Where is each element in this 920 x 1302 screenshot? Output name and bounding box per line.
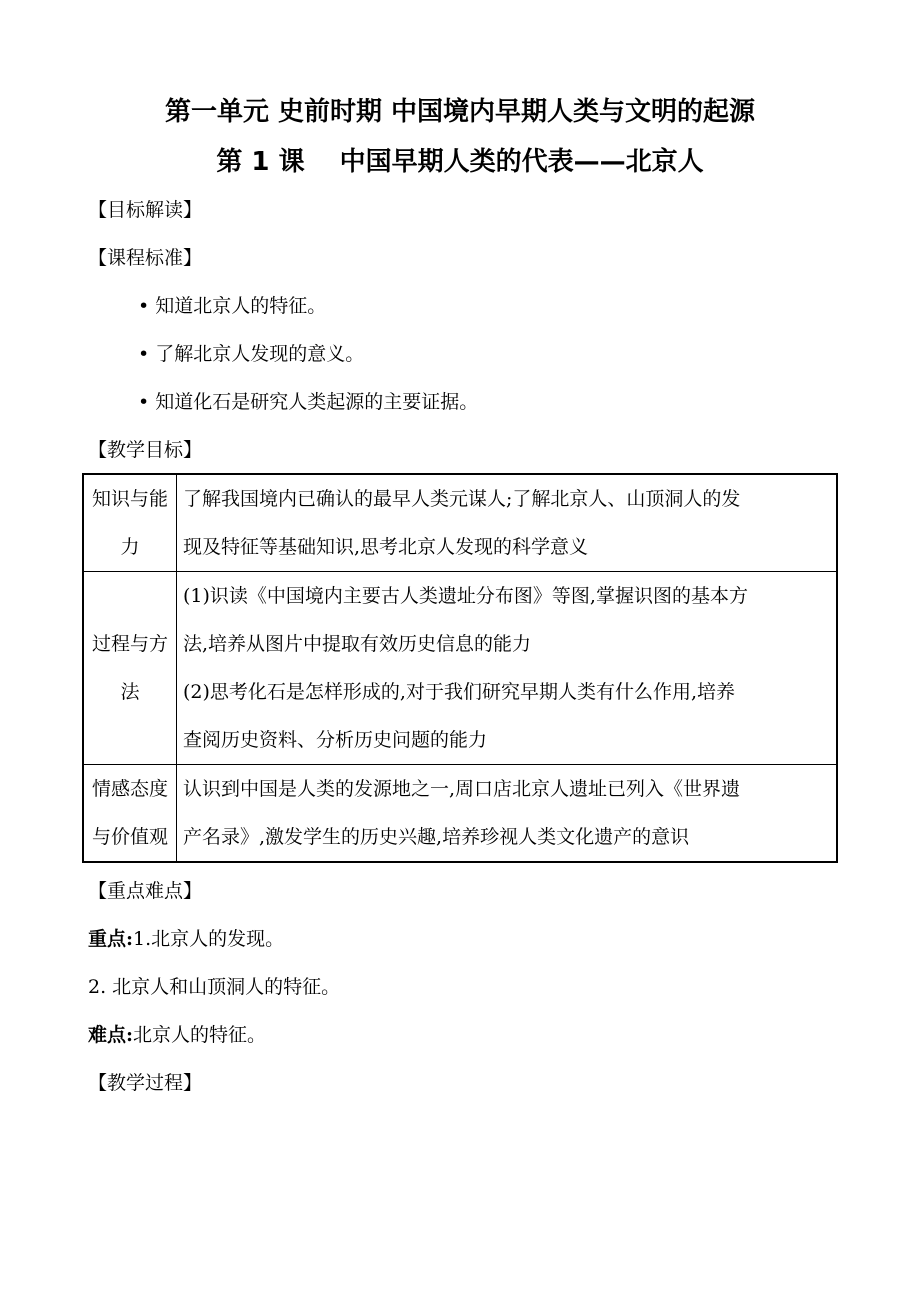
row-content: (1)识读《中国境内主要古人类遗址分布图》等图,掌握识图的基本方 法,培养从图片中提取有效历史信息的能力 (2)思考化石是怎样形成的,对于我们研究早期人类有什么作用,培养 查阅历史资料、分析历史问题的能力: [177, 572, 838, 765]
curriculum-item: • 了解北京人发现的意义。: [138, 343, 365, 365]
row-content: 了解我国境内已确认的最早人类元谋人;了解北京人、山顶洞人的发 现及特征等基础知识,思考北京人发现的科学意义: [177, 474, 838, 572]
row-header: 过程与方 法: [83, 572, 177, 765]
section-goal-read: 【目标解读】: [88, 199, 203, 221]
section-process: 【教学过程】: [88, 1072, 203, 1094]
table-row: [83, 572, 837, 765]
key-point-2: 2. 北京人和山顶洞人的特征。: [88, 976, 341, 998]
row-header: 知识与能 力: [83, 474, 177, 572]
lesson-title: 第 1 课 中国早期人类的代表——北京人: [216, 147, 704, 177]
section-key-points: 【重点难点】: [88, 880, 203, 902]
table-row: [83, 474, 837, 572]
teaching-goals-table: [82, 473, 838, 863]
difficulty-label: 难点:: [88, 1024, 134, 1046]
unit-title: 第一单元 史前时期 中国境内早期人类与文明的起源: [164, 97, 756, 127]
curriculum-item: • 知道北京人的特征。: [138, 295, 327, 317]
key-point: [88, 926, 284, 952]
curriculum-item: • 知道化石是研究人类起源的主要证据。: [138, 391, 479, 413]
key-label: 重点:: [88, 928, 134, 950]
table-row: [83, 765, 837, 863]
key-text: 1.北京人的发现。: [133, 928, 285, 950]
difficulty: [88, 1022, 266, 1048]
row-header: 情感态度 与价值观: [83, 765, 177, 863]
section-teaching-goals: 【教学目标】: [88, 439, 203, 461]
difficulty-text: 北京人的特征。: [133, 1024, 267, 1046]
row-content: 认识到中国是人类的发源地之一,周口店北京人遗址已列入《世界遗 产名录》,激发学生的历史兴趣,培养珍视人类文化遗产的意识: [177, 765, 838, 863]
section-curriculum: 【课程标准】: [88, 247, 203, 269]
